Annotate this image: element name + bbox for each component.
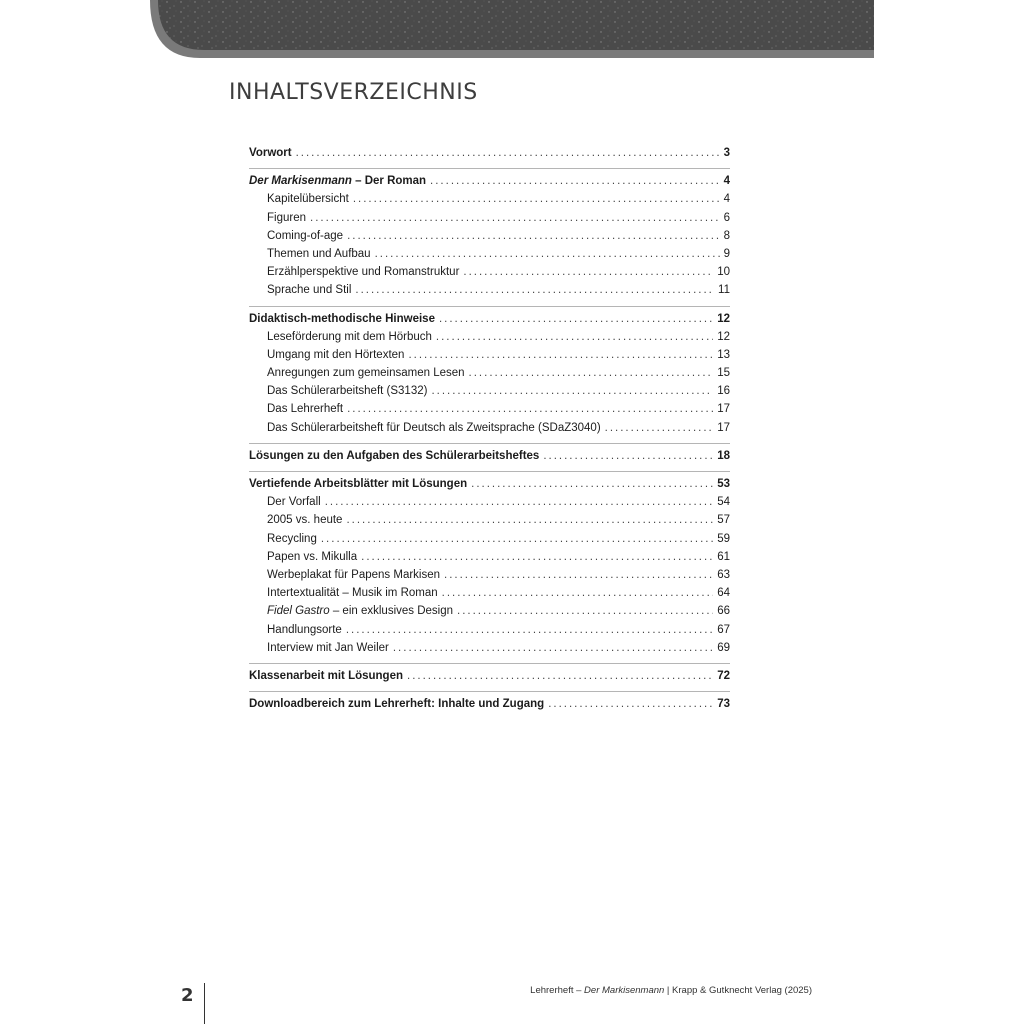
toc-page-number: 73 bbox=[717, 698, 730, 711]
toc-entry[interactable] bbox=[249, 190, 730, 208]
toc-entry[interactable] bbox=[249, 621, 730, 639]
toc-entry-label-text: Das Schülerarbeitsheft für Deutsch als Zweitsprache (SDaZ3040) bbox=[267, 421, 601, 434]
toc-page-number: 57 bbox=[717, 514, 730, 527]
toc-entry-label bbox=[267, 328, 432, 346]
toc-page-number: 18 bbox=[717, 449, 730, 462]
toc-dot-leader bbox=[457, 602, 713, 620]
footer-suffix: | Krapp & Gutknecht Verlag (2025) bbox=[664, 985, 812, 996]
toc-entry[interactable] bbox=[249, 281, 730, 299]
toc-page-number: 12 bbox=[717, 330, 730, 343]
toc-entry-label-text: – ein exklusives Design bbox=[329, 605, 454, 618]
toc-entry[interactable] bbox=[249, 144, 730, 162]
toc-entry-label bbox=[267, 364, 465, 382]
toc-entry-label bbox=[267, 400, 343, 418]
footer-page-number: 2 bbox=[181, 985, 194, 1006]
toc-entry[interactable] bbox=[249, 475, 730, 493]
toc-entry-label-text: Erzählperspektive und Romanstruktur bbox=[267, 266, 460, 279]
toc-entry-label-text: Papen vs. Mikulla bbox=[267, 550, 358, 563]
toc-dot-leader bbox=[310, 209, 720, 227]
toc-dot-leader bbox=[436, 328, 713, 346]
toc-entry-label-text: – Der Roman bbox=[351, 175, 427, 188]
toc-entry-label bbox=[267, 263, 459, 281]
toc-dot-leader bbox=[605, 419, 714, 437]
header-banner bbox=[150, 0, 874, 58]
toc-entry-label bbox=[267, 346, 404, 364]
toc-dot-leader bbox=[325, 493, 714, 511]
toc-entry-label-text: Vorwort bbox=[249, 147, 292, 159]
toc-section bbox=[249, 443, 730, 471]
toc-page-number: 64 bbox=[717, 587, 730, 600]
toc-entry[interactable] bbox=[249, 602, 730, 620]
toc-dot-leader bbox=[347, 400, 713, 418]
toc-page-number: 72 bbox=[717, 669, 730, 682]
footer-divider bbox=[204, 983, 205, 1024]
footer-prefix: Lehrerheft – bbox=[530, 985, 585, 996]
toc-entry-label-text: Coming-of-age bbox=[267, 229, 344, 242]
toc-entry-label-text: Downloadbereich zum Lehrerheft: Inhalte und Zugang bbox=[249, 698, 545, 711]
toc-entry-label bbox=[267, 639, 389, 657]
toc-dot-leader bbox=[361, 548, 713, 566]
toc-dot-leader bbox=[321, 530, 713, 548]
toc-entry-label bbox=[267, 584, 438, 602]
toc-entry-label bbox=[267, 493, 321, 511]
toc-entry-label bbox=[267, 511, 342, 529]
toc-entry[interactable] bbox=[249, 493, 730, 511]
toc-entry-label-text: Anregungen zum gemeinsamen Lesen bbox=[267, 367, 465, 380]
toc-page-number: 69 bbox=[717, 641, 730, 654]
toc-entry-label bbox=[267, 209, 306, 227]
toc-dot-leader bbox=[548, 695, 713, 713]
toc-entry-label-text: Handlungsorte bbox=[267, 623, 342, 636]
toc-entry-label bbox=[267, 227, 343, 245]
toc-entry[interactable] bbox=[249, 447, 730, 465]
toc-entry-label-text: Intertextualität – Musik im Roman bbox=[267, 587, 438, 600]
toc-section bbox=[249, 144, 730, 168]
toc-page-number: 63 bbox=[717, 568, 730, 581]
toc-page-number: 10 bbox=[717, 266, 730, 279]
toc-dot-leader bbox=[444, 566, 713, 584]
toc-entry[interactable] bbox=[249, 328, 730, 346]
toc-entry[interactable] bbox=[249, 346, 730, 364]
footer-credit bbox=[530, 985, 812, 996]
toc-entry-label-text: Interview mit Jan Weiler bbox=[267, 641, 389, 654]
toc-dot-leader bbox=[543, 447, 713, 465]
toc-entry[interactable] bbox=[249, 548, 730, 566]
toc-entry-label-text: Der Vorfall bbox=[267, 496, 321, 509]
toc-dot-leader bbox=[463, 263, 713, 281]
toc-page-number: 13 bbox=[717, 348, 730, 361]
toc-page-number: 66 bbox=[717, 605, 730, 618]
toc-dot-leader bbox=[408, 346, 713, 364]
header-decoration bbox=[150, 0, 874, 58]
toc-page-number: 54 bbox=[717, 496, 730, 509]
toc-dot-leader bbox=[346, 511, 713, 529]
toc-entry-label bbox=[249, 667, 403, 685]
toc-entry-label-text: Umgang mit den Hörtexten bbox=[267, 348, 405, 361]
toc-entry-label-text: 2005 vs. heute bbox=[267, 514, 343, 527]
toc-entry-label bbox=[267, 245, 371, 263]
toc-entry-label-italic: Der Markisenmann bbox=[249, 175, 352, 188]
table-of-contents bbox=[249, 144, 730, 719]
toc-entry-label bbox=[249, 310, 435, 328]
toc-entry-label bbox=[267, 602, 453, 620]
toc-entry[interactable] bbox=[249, 172, 730, 190]
toc-section bbox=[249, 691, 730, 719]
toc-entry-label-italic: Fidel Gastro bbox=[267, 605, 330, 618]
toc-dot-leader bbox=[407, 667, 713, 685]
toc-section bbox=[249, 663, 730, 691]
toc-page-number: 12 bbox=[717, 312, 730, 325]
toc-entry[interactable] bbox=[249, 209, 730, 227]
toc-page-number: 3 bbox=[723, 147, 730, 159]
toc-page-number: 6 bbox=[723, 211, 730, 224]
toc-page-number: 16 bbox=[717, 385, 730, 398]
toc-entry[interactable] bbox=[249, 245, 730, 263]
toc-page-number: 67 bbox=[717, 623, 730, 636]
toc-page-number: 15 bbox=[717, 367, 730, 380]
toc-entry[interactable] bbox=[249, 382, 730, 400]
toc-entry-label bbox=[267, 419, 601, 437]
toc-entry-label bbox=[249, 172, 426, 190]
toc-entry[interactable] bbox=[249, 639, 730, 657]
toc-entry-label-text: Werbeplakat für Papens Markisen bbox=[267, 568, 441, 581]
toc-entry-label-text: Kapitelübersicht bbox=[267, 193, 349, 206]
toc-entry-label-text: Das Lehrerheft bbox=[267, 403, 344, 416]
toc-entry[interactable] bbox=[249, 511, 730, 529]
toc-entry[interactable] bbox=[249, 227, 730, 245]
toc-entry-label-text: Themen und Aufbau bbox=[267, 247, 371, 260]
toc-dot-leader bbox=[346, 621, 713, 639]
toc-entry-label bbox=[267, 190, 349, 208]
toc-page-number: 4 bbox=[723, 193, 730, 206]
toc-page-number: 17 bbox=[717, 403, 730, 416]
toc-entry-label bbox=[267, 382, 427, 400]
toc-entry-label bbox=[267, 281, 351, 299]
toc-entry-label bbox=[249, 475, 467, 493]
toc-dot-leader bbox=[469, 364, 714, 382]
toc-dot-leader bbox=[439, 310, 713, 328]
toc-entry[interactable] bbox=[249, 584, 730, 602]
toc-entry-label bbox=[249, 447, 539, 465]
toc-page-number: 8 bbox=[723, 229, 730, 242]
toc-entry[interactable] bbox=[249, 310, 730, 328]
toc-entry-label bbox=[267, 621, 342, 639]
toc-page-number: 61 bbox=[717, 550, 730, 563]
toc-entry[interactable] bbox=[249, 695, 730, 713]
toc-entry[interactable] bbox=[249, 263, 730, 281]
toc-section bbox=[249, 306, 730, 443]
toc-entry-label-text: Didaktisch-methodische Hinweise bbox=[249, 312, 435, 325]
toc-dot-leader bbox=[430, 172, 720, 190]
toc-dot-leader bbox=[353, 190, 720, 208]
toc-entry[interactable] bbox=[249, 530, 730, 548]
toc-dot-leader bbox=[442, 584, 714, 602]
toc-entry[interactable] bbox=[249, 566, 730, 584]
toc-page-number: 4 bbox=[723, 175, 730, 188]
footer-book-title: Der Markisenmann bbox=[584, 985, 665, 996]
toc-page-number: 11 bbox=[718, 284, 730, 297]
toc-entry-label-text: Leseförderung mit dem Hörbuch bbox=[267, 330, 432, 343]
toc-entry-label bbox=[249, 144, 292, 162]
toc-entry-label-text: Figuren bbox=[267, 211, 306, 224]
page-title: INHALTSVERZEICHNIS bbox=[229, 80, 478, 105]
toc-section bbox=[249, 168, 730, 305]
toc-dot-leader bbox=[347, 227, 720, 245]
toc-dot-leader bbox=[393, 639, 713, 657]
toc-page-number: 53 bbox=[717, 478, 730, 490]
toc-entry[interactable] bbox=[249, 419, 730, 437]
toc-section bbox=[249, 471, 730, 663]
toc-entry-label bbox=[267, 548, 357, 566]
toc-entry-label-text: Lösungen zu den Aufgaben des Schülerarbeitsheftes bbox=[249, 449, 540, 462]
toc-dot-leader bbox=[471, 475, 713, 493]
toc-entry-label bbox=[249, 695, 544, 713]
toc-entry-label-text: Klassenarbeit mit Lösungen bbox=[249, 669, 404, 682]
toc-entry-label-text: Recycling bbox=[267, 532, 317, 545]
toc-entry-label bbox=[267, 566, 440, 584]
toc-entry[interactable] bbox=[249, 667, 730, 685]
toc-dot-leader bbox=[431, 382, 713, 400]
toc-page-number: 9 bbox=[723, 247, 730, 260]
toc-entry-label bbox=[267, 530, 317, 548]
toc-dot-leader bbox=[355, 281, 714, 299]
toc-entry-label-text: Vertiefende Arbeitsblätter mit Lösungen bbox=[249, 478, 468, 490]
toc-entry-label-text: Das Schülerarbeitsheft (S3132) bbox=[267, 385, 428, 398]
toc-page-number: 17 bbox=[717, 421, 730, 434]
toc-entry[interactable] bbox=[249, 400, 730, 418]
toc-page-number: 59 bbox=[717, 532, 730, 545]
toc-dot-leader bbox=[375, 245, 720, 263]
toc-entry[interactable] bbox=[249, 364, 730, 382]
toc-dot-leader bbox=[296, 144, 720, 162]
toc-entry-label-text: Sprache und Stil bbox=[267, 284, 352, 297]
